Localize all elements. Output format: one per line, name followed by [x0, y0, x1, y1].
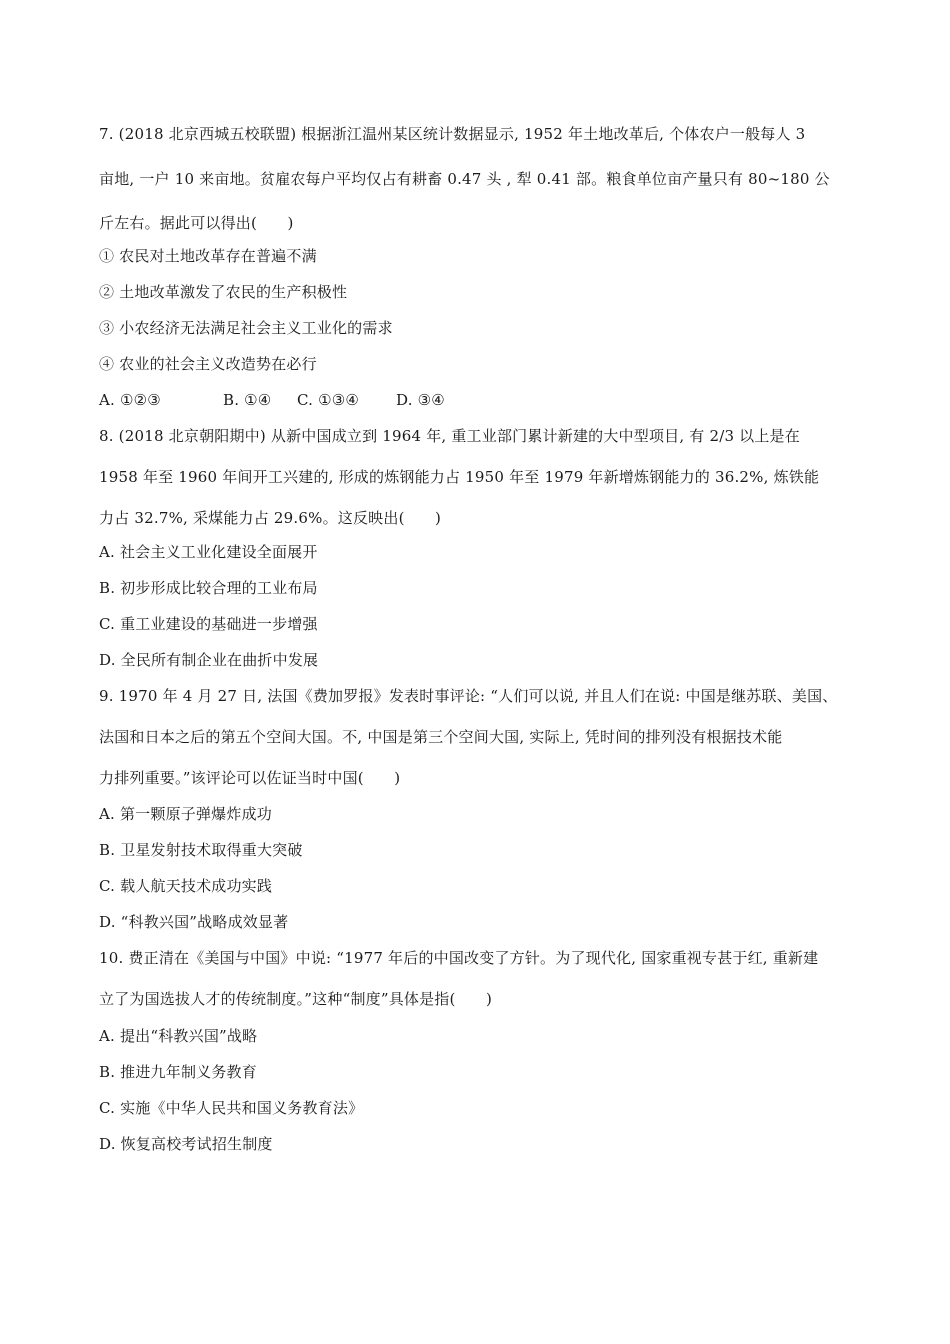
q7-option-d: D. ③④ — [396, 391, 445, 409]
q7-statement-2: ② 土地改革激发了农民的生产积极性 — [99, 283, 348, 301]
q9-option-d: D. “科教兴国”战略成效显著 — [99, 913, 289, 931]
q9-option-a: A. 第一颗原子弹爆炸成功 — [99, 805, 272, 823]
q7-option-b: B. ①④ — [223, 391, 272, 409]
q9-stem-line-1: 9. 1970 年 4 月 27 日, 法国《费加罗报》发表时事评论: “人们可以说, 并且人们在说: 中国是继苏联、美国、 — [99, 687, 838, 705]
q8-option-b: B. 初步形成比较合理的工业布局 — [99, 579, 318, 597]
q7-option-a: A. ①②③ — [99, 391, 161, 409]
q10-option-d: D. 恢复高校考试招生制度 — [99, 1135, 273, 1153]
q8-stem-line-3: 力占 32.7%, 采煤能力占 29.6%。这反映出( ) — [99, 509, 442, 527]
q7-stem-line-2: 亩地, 一户 10 来亩地。贫雇农每户平均仅占有耕畜 0.47 头 , 犁 0.41 部。粮食单位亩产量只有 80~180 公 — [99, 170, 830, 188]
q7-stem-line-1: 7. (2018 北京西城五校联盟) 根据浙江温州某区统计数据显示, 1952 年土地改革后, 个体农户一般每人 3 — [99, 125, 806, 143]
q9-stem-line-3: 力排列重要。”该评论可以佐证当时中国( ) — [99, 769, 401, 787]
q7-statement-3: ③ 小农经济无法满足社会主义工业化的需求 — [99, 319, 393, 337]
q8-option-d: D. 全民所有制企业在曲折中发展 — [99, 651, 319, 669]
q8-option-a: A. 社会主义工业化建设全面展开 — [99, 543, 318, 561]
q9-option-b: B. 卫星发射技术取得重大突破 — [99, 841, 303, 859]
q10-option-a: A. 提出“科教兴国”战略 — [99, 1027, 258, 1045]
q9-option-c: C. 载人航天技术成功实践 — [99, 877, 273, 895]
q7-statement-4: ④ 农业的社会主义改造势在必行 — [99, 355, 317, 373]
q10-stem-line-2: 立了为国选拔人才的传统制度。”这种“制度”具体是指( ) — [99, 990, 493, 1008]
q7-options — [99, 390, 869, 410]
q9-stem-line-2: 法国和日本之后的第五个空间大国。不, 中国是第三个空间大国, 实际上, 凭时间的排列没有根据技术能 — [99, 728, 783, 746]
q8-stem-line-1: 8. (2018 北京朝阳期中) 从新中国成立到 1964 年, 重工业部门累计新建的大中型项目, 有 2/3 以上是在 — [99, 427, 800, 445]
q7-option-c: C. ①③④ — [297, 391, 360, 409]
q10-option-c: C. 实施《中华人民共和国义务教育法》 — [99, 1099, 364, 1117]
q7-statement-1: ① 农民对土地改革存在普遍不满 — [99, 247, 317, 265]
q8-stem-line-2: 1958 年至 1960 年间开工兴建的, 形成的炼钢能力占 1950 年至 1979 年新增炼钢能力的 36.2%, 炼铁能 — [99, 468, 820, 486]
q7-stem-line-3: 斤左右。据此可以得出( ) — [99, 214, 294, 232]
q10-option-b: B. 推进九年制义务教育 — [99, 1063, 257, 1081]
q10-stem-line-1: 10. 费正清在《美国与中国》中说: “1977 年后的中国改变了方针。为了现代化, 国家重视专甚于红, 重新建 — [99, 949, 819, 967]
q8-option-c: C. 重工业建设的基础进一步增强 — [99, 615, 318, 633]
